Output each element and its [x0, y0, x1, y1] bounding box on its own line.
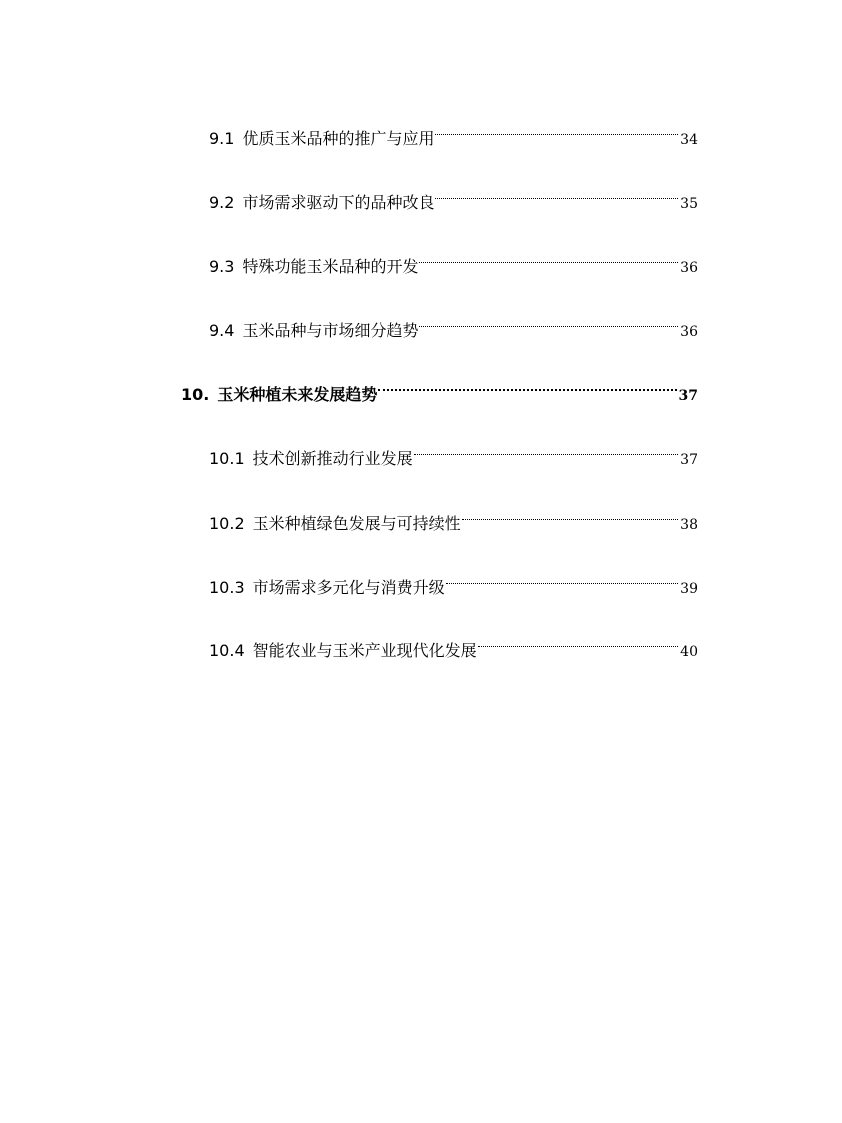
toc-entry-number: 9.1 — [209, 129, 235, 148]
toc-entry-page-number: 38 — [680, 517, 698, 533]
toc-entry-title: 玉米种植未来发展趋势 — [217, 385, 378, 404]
toc-entry-title: 特殊功能玉米品种的开发 — [242, 257, 419, 276]
toc-entry-number: 10.1 — [209, 449, 245, 468]
toc-entry-page-number: 37 — [678, 388, 698, 404]
toc-entry-page-number: 35 — [680, 196, 698, 212]
toc-entry-10-4[interactable] — [209, 628, 698, 660]
toc-entry-10-2[interactable] — [209, 501, 698, 533]
toc-entry-number: 10.4 — [209, 641, 245, 660]
toc-entry-9-4[interactable] — [209, 308, 698, 340]
toc-entry-title: 市场需求多元化与消费升级 — [252, 578, 445, 597]
dot-leader — [434, 180, 680, 208]
dot-leader — [377, 372, 678, 400]
toc-entry-9-3[interactable] — [209, 244, 698, 276]
dot-leader — [418, 244, 680, 272]
toc-entry-title: 玉米品种与市场细分趋势 — [242, 321, 419, 340]
toc-entry-9-1[interactable] — [209, 116, 698, 148]
toc-entry-title: 玉米种植绿色发展与可持续性 — [252, 514, 461, 533]
dot-leader — [461, 501, 681, 529]
toc-entry-title: 技术创新推动行业发展 — [252, 449, 413, 468]
toc-entry-10[interactable] — [181, 372, 698, 404]
toc-entry-page-number: 37 — [680, 452, 698, 468]
toc-entry-page-number: 40 — [680, 644, 698, 660]
toc-entry-number: 10.3 — [209, 578, 245, 597]
dot-leader — [418, 308, 680, 336]
toc-entry-10-1[interactable] — [209, 436, 698, 468]
toc-entry-number: 10.2 — [209, 514, 245, 533]
dot-leader — [413, 436, 681, 464]
toc-entry-number: 9.2 — [209, 193, 235, 212]
toc-entry-page-number: 34 — [680, 132, 698, 148]
toc-entry-title: 市场需求驱动下的品种改良 — [242, 193, 435, 212]
toc-entry-10-3[interactable] — [209, 565, 698, 597]
toc-entry-number: 9.4 — [209, 321, 235, 340]
toc-entry-page-number: 36 — [680, 324, 698, 340]
toc-entry-number: 9.3 — [209, 257, 235, 276]
toc-entry-title: 智能农业与玉米产业现代化发展 — [252, 641, 477, 660]
toc-entry-9-2[interactable] — [209, 180, 698, 212]
dot-leader — [477, 628, 681, 656]
dot-leader — [434, 116, 680, 144]
toc-entry-page-number: 39 — [680, 581, 698, 597]
toc-entry-page-number: 36 — [680, 260, 698, 276]
toc-entry-title: 优质玉米品种的推广与应用 — [242, 129, 435, 148]
dot-leader — [445, 565, 681, 593]
toc-entry-number: 10. — [181, 385, 210, 404]
